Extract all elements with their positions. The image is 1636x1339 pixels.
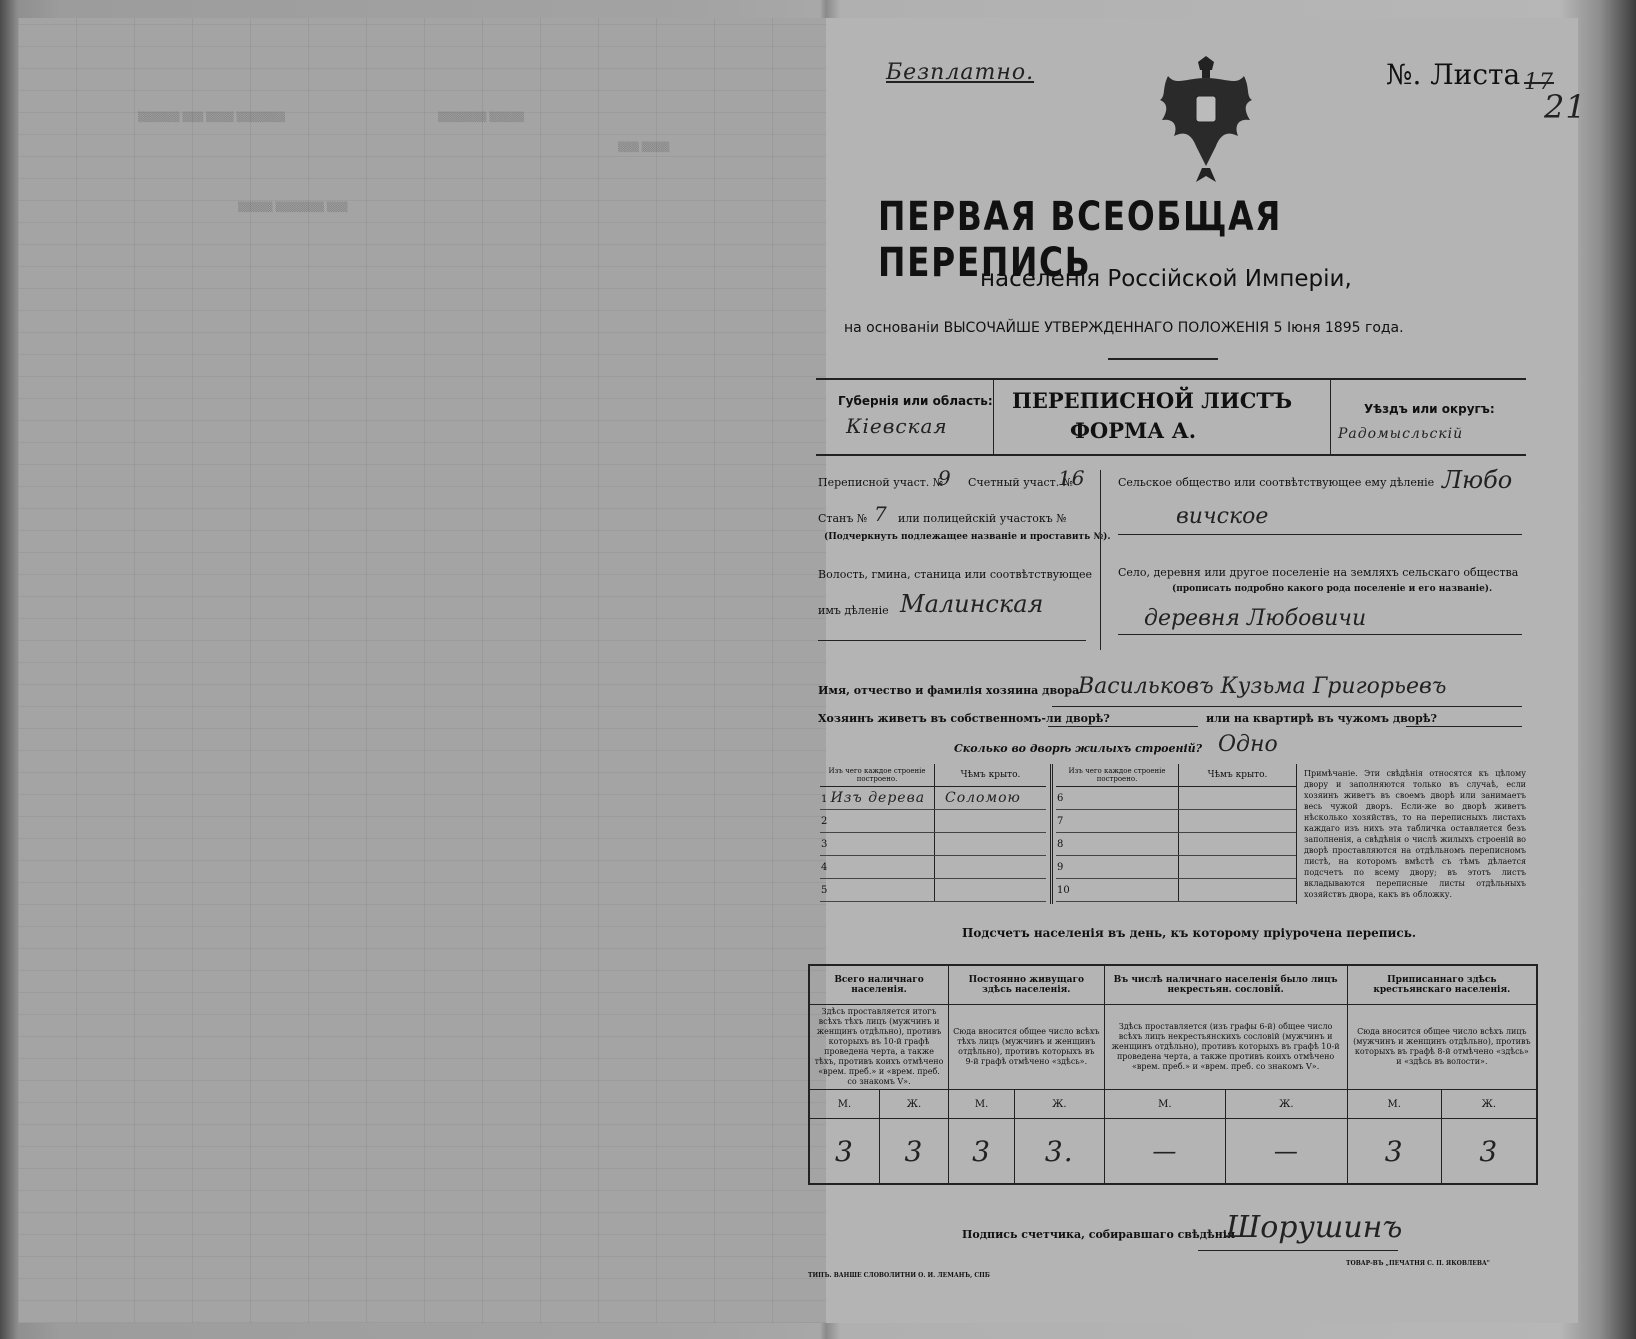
province-value: Кіевская	[846, 414, 948, 438]
female-count: 3	[879, 1119, 948, 1185]
blank-line	[1048, 726, 1198, 727]
count-district-value: 16	[1058, 466, 1086, 490]
district-value: Радомысльскій	[1338, 426, 1464, 442]
table-row	[1056, 879, 1296, 902]
col-title: Всего наличнаго населенія.	[809, 965, 949, 1005]
male-count: 3	[1347, 1119, 1441, 1185]
population-heading: Подсчетъ населенія въ день, къ которому пріурочена перепись.	[962, 926, 1417, 940]
bleed-through-text: ▒▒▒▒▒▒ ▒▒▒ ▒▒▒▒ ▒▒▒▒▒▒▒	[138, 113, 286, 123]
row-number: 8	[1056, 833, 1179, 856]
female-label: Ж.	[1015, 1090, 1104, 1119]
form-letter: ФОРМА А.	[1070, 418, 1197, 443]
population-table	[808, 964, 1538, 1185]
col-roof-header: Чѣмъ крыто.	[935, 764, 1047, 787]
owner-name-line	[1052, 706, 1522, 707]
province-label: Губернія или область:	[838, 394, 993, 408]
col-title: Приписаннаго здѣсь крестьянскаго населенія.	[1347, 965, 1537, 1005]
female-label: Ж.	[879, 1090, 948, 1119]
imprint-right: ТОВАР-ВЪ „ПЕЧАТНЯ С. П. ЯКОВЛЕВА"	[1346, 1260, 1490, 1267]
blank-line	[818, 640, 1086, 641]
form-title: ПЕРЕПИСНОЙ ЛИСТЪ	[1012, 388, 1293, 413]
volost-value: Малинская	[900, 590, 1044, 618]
police-label: или полицейскій участокъ №	[898, 512, 1067, 525]
village-label: Село, деревня или другое поселеніе на земляхъ сельскаго общества	[1118, 566, 1519, 579]
blank-line	[1118, 534, 1522, 535]
buildings-table-left	[820, 764, 1046, 902]
ornament-divider	[1108, 358, 1218, 360]
material-value: Изъ дерева	[830, 790, 926, 806]
row-number: 6	[1056, 787, 1179, 810]
table-row	[820, 879, 1046, 902]
volost-label: Волость, гмина, станица или соотвѣтствующее	[818, 568, 1092, 581]
rent-label: или на квартирѣ въ чужомъ дворѣ?	[1206, 712, 1437, 725]
bleed-through-text: ▒▒▒ ▒▒▒▒	[618, 143, 670, 153]
signature-line	[1198, 1250, 1398, 1251]
table-row	[1056, 856, 1296, 879]
col-title: Постоянно живущаго здѣсь населенія.	[949, 965, 1104, 1005]
female-label: Ж.	[1226, 1090, 1348, 1119]
male-count: 3	[809, 1119, 879, 1185]
buildings-table-right	[1056, 764, 1296, 902]
female-label: Ж.	[1441, 1090, 1537, 1119]
sheet-number-value: 21	[1544, 88, 1587, 126]
owner-name-value: Васильковъ Кузьма Григорьевъ	[1078, 674, 1447, 699]
row-number: 5	[820, 879, 935, 902]
col-roof-header: Чѣмъ крыто.	[1179, 764, 1297, 787]
signature-label: Подпись счетчика, собиравшаго свѣдѣнія	[962, 1228, 1236, 1241]
left-page-blank	[18, 18, 826, 1323]
row-number: 4	[820, 856, 935, 879]
male-label: М.	[1347, 1090, 1441, 1119]
roof-value: Соломою	[935, 787, 1047, 810]
table-row	[820, 856, 1046, 879]
imprint-left: ТИПЪ. ВАНШЕ СЛОВОЛИТНИ О. И. ЛЕМАНЪ, СПБ	[808, 1272, 990, 1279]
table-row	[820, 810, 1046, 833]
sheet-number-struck: 17	[1524, 70, 1554, 95]
buildings-label: Сколько во дворѣ жилыхъ строеній?	[954, 742, 1203, 755]
society-value-1: Любо	[1442, 466, 1513, 494]
sheet-number-label: №. Листа	[1386, 58, 1521, 91]
female-count: —	[1226, 1119, 1348, 1185]
col-desc: Сюда вносится общее число всѣхъ тѣхъ лицъ (мужчинъ и женщинъ отдѣльно), противъ которыхъ въ 9-й графѣ отмѣчено «здѣсь».	[949, 1005, 1104, 1090]
row-number: 3	[820, 833, 935, 856]
col-desc: Сюда вносится общее число всѣхъ лицъ (мужчинъ и женщинъ отдѣльно), противъ которыхъ въ графѣ 8-й отмѣчено «здѣсь» и «здѣсь въ волости».	[1347, 1005, 1537, 1090]
blank-line	[1406, 726, 1522, 727]
signature-value: Шорушинъ	[1226, 1210, 1403, 1245]
stan-label: Станъ №	[818, 512, 868, 525]
column-divider	[1100, 470, 1101, 650]
village-note: (прописать подробно какого рода поселеніе и его названіе).	[1172, 584, 1493, 594]
table-row	[820, 787, 1046, 810]
owner-name-label: Имя, отчество и фамилія хозяина двора	[818, 684, 1080, 697]
table-row	[1056, 810, 1296, 833]
table-divider	[1296, 764, 1297, 904]
table-row	[1056, 833, 1296, 856]
count-district-label: Счетный участ. №	[968, 476, 1074, 489]
col-desc: Здѣсь проставляется итогъ всѣхъ тѣхъ лицъ (мужчинъ и женщинъ отдѣльно), противъ которыхъ въ 10-й графѣ проведена черта, а также тѣхъ, противъ коихъ отмѣчено «врем. преб.» и «врем. преб. со знакомъ V».	[809, 1005, 949, 1090]
bleed-through-text: ▒▒▒▒▒ ▒▒▒▒▒▒▒ ▒▒▒	[238, 203, 348, 213]
district-label: Уѣздъ или округъ:	[1364, 402, 1495, 416]
bleed-through-text: ▒▒▒▒▒▒▒ ▒▒▒▒▒	[438, 113, 524, 123]
row-number: 1	[821, 794, 828, 805]
table-row	[820, 833, 1046, 856]
census-district-label: Переписной участ. №	[818, 476, 944, 489]
female-count: 3	[1441, 1119, 1537, 1185]
village-value: деревня Любовичи	[1144, 606, 1367, 631]
subtitle: населенія Россійской Имперіи,	[980, 266, 1352, 292]
row-number: 7	[1056, 810, 1179, 833]
society-label: Сельское общество или соотвѣтствующее ему дѣленіе	[1118, 476, 1435, 489]
male-label: М.	[1104, 1090, 1226, 1119]
society-value-2: вичское	[1176, 504, 1269, 529]
male-label: М.	[809, 1090, 879, 1119]
col-material-header: Изъ чего каждое строеніе построено.	[820, 764, 935, 787]
main-title: ПЕРВАЯ ВСЕОБЩАЯ ПЕРЕПИСЬ	[878, 194, 1283, 286]
buildings-note: Примѣчаніе. Эти свѣдѣнія относятся къ цѣлому двору и заполняются только въ случаѣ, если хозяинъ живетъ въ своемъ дворѣ или занимаетъ весь чужой дворъ. Если-же во дворѣ живетъ нѣсколько хозяйствъ, то на переписныхъ листахъ каждаго изъ нихъ эта табличка оставляется безъ заполненія, а свѣдѣнія о числѣ жилыхъ строеній во дворѣ проставляются на отдѣльномъ переписномъ листѣ, на которомъ вмѣстѣ съ тѣмъ дѣлается подсчетъ по всему двору; въ этотъ листъ вкладываются переписные листы отдѣльныхъ хозяйствъ двора, какъ въ обложку.	[1304, 769, 1526, 899]
free-label: Безплатно.	[886, 60, 1035, 85]
stan-value: 7	[874, 502, 888, 526]
divider	[1330, 378, 1331, 454]
double-headed-eagle-icon	[1156, 56, 1256, 190]
buildings-value: Одно	[1218, 732, 1278, 757]
blank-line	[1118, 634, 1522, 635]
own-yard-label: Хозяинъ живетъ въ собственномъ-ли дворѣ?	[818, 712, 1110, 725]
underline-note: (Подчеркнуть подлежащее названіе и проставить №).	[824, 532, 1111, 542]
table-divider	[1050, 764, 1053, 904]
col-title: Въ числѣ наличнаго населенія было лицъ некрестьян. сословій.	[1104, 965, 1347, 1005]
col-material-header: Изъ чего каждое строеніе построено.	[1056, 764, 1179, 787]
table-row	[1056, 787, 1296, 810]
census-district-value: 9	[938, 466, 952, 490]
male-count: 3	[949, 1119, 1015, 1185]
row-number: 10	[1056, 879, 1179, 902]
male-count: —	[1104, 1119, 1226, 1185]
right-page-form	[808, 18, 1587, 1323]
divider	[993, 378, 994, 454]
male-label: М.	[949, 1090, 1015, 1119]
basis-line: на основаніи ВЫСОЧАЙШЕ УТВЕРЖДЕННАГО ПОЛОЖЕНІЯ 5 Іюня 1895 года.	[844, 320, 1404, 336]
row-number: 2	[820, 810, 935, 833]
female-count: 3.	[1015, 1119, 1104, 1185]
col-desc: Здѣсь проставляется (изъ графы 6-й) общее число всѣхъ лицъ некрестьянскихъ сословій (мужчинъ и женщинъ отдѣльно), противъ которыхъ въ графѣ 10-й проведена черта, а также противъ коихъ отмѣчено «врем. преб.» и «врем. преб. со знакомъ V».	[1104, 1005, 1347, 1090]
row-number: 9	[1056, 856, 1179, 879]
volost-label-cont: имъ дѣленіе	[818, 604, 889, 617]
